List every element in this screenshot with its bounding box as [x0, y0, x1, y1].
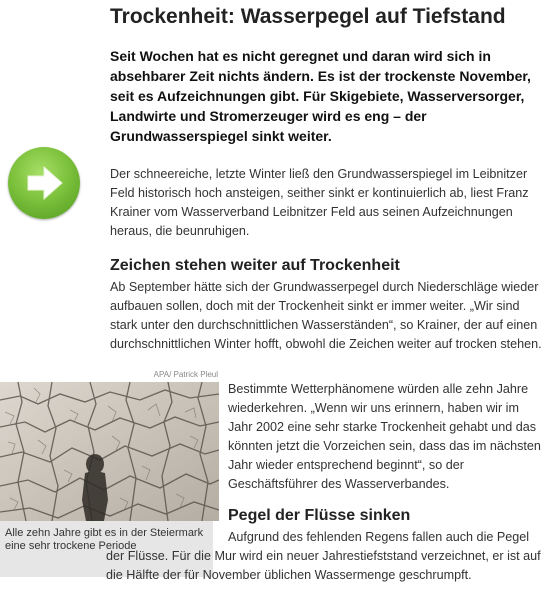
subheading-trockenheit: Zeichen stehen weiter auf Trockenheit [110, 257, 400, 274]
photo-credit: APA/ Patrick Pleul [153, 370, 218, 379]
paragraph-fluesse: Aufgrund des fehlenden Regens fallen auch die Pegel der Flüsse. Für die Mur wird ein neuer Jahrestiefststand verzeichnet, er ist auf die Hälfte der für November üblichen Wassermenge geschrumpft. [106, 530, 541, 582]
paragraph-intro: Der schneereiche, letzte Winter ließ den Grundwasserspiegel im Leibnitzer Feld historisch hoch ansteigen, seither sinkt er kontinuierlich ab, liest Franz Krainer vom Wasserverband Leibnitzer Feld aus seinen Aufzeichnungen heraus, die beunruhigen. [110, 167, 529, 238]
article-title: Trockenheit: Wasserpegel auf Tiefstand [110, 5, 506, 28]
paragraph-wetterphaenomene: Bestimmte Wetterphänomene würden alle zehn Jahre wiederkehren. „Wenn wir uns erinnern, haben wir im Jahr 2002 eine sehr starke Trockenheit gehabt und das könnten jetzt die Vorzeichen sein, dass das im nächsten Jahr wieder entsprechend beginnt“, so der Geschäftsführer des Wasserverbandes. [228, 382, 541, 491]
arrow-right-icon [8, 147, 80, 219]
article-photo[interactable] [0, 382, 219, 521]
article-lead: Seit Wochen hat es nicht geregnet und daran wird sich in absehbarer Zeit nichts ändern. Es ist der trockenste November, seit es Aufzeichnungen gibt. Für Skigebiete, Wasserversorger, Landwirte und Stromerzeuger wird es eng – der Grundwasserspiegel sinkt weiter. [110, 48, 531, 144]
photo-caption: Alle zehn Jahre gibt es in der Steiermark eine sehr trockene Periode [0, 521, 213, 577]
arrow-right-button[interactable] [8, 147, 80, 219]
subheading-pegel: Pegel der Flüsse sinken [228, 507, 411, 524]
dry-soil-shadow-image [0, 382, 219, 521]
paragraph-september: Ab September hätte sich der Grundwasserpegel durch Niederschläge wieder aufbauen sollen, doch mit der Trockenheit sinkt er immer weiter. „Wir sind stark unter den durchschnittlichen Wasserständen“, so Krainer, der auf einen durchschnittlichen Winter hofft, obwohl die Zeichen weiter auf trocken stehen. [110, 280, 542, 351]
